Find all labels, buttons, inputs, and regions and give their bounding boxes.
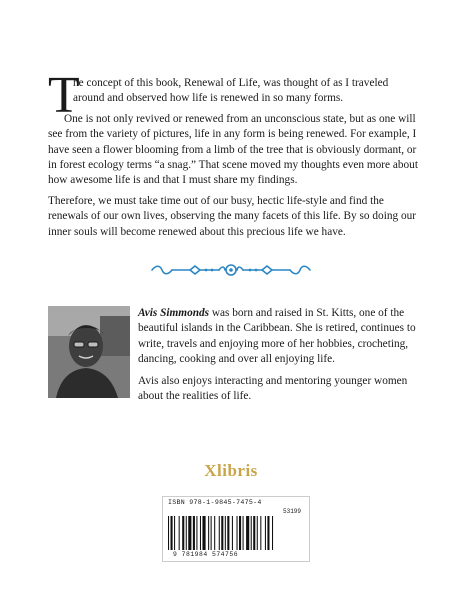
barcode-bar [219, 516, 220, 550]
author-bio [138, 306, 420, 410]
barcode-bar [174, 516, 175, 550]
barcode-bar [202, 516, 205, 550]
barcode-bar [225, 516, 226, 550]
barcode-bar [179, 516, 180, 550]
barcode-bar [171, 516, 173, 550]
barcode [162, 496, 310, 562]
author-bio-paragraph-1 [138, 306, 420, 368]
barcode-bar [208, 516, 209, 550]
barcode-bar [260, 516, 261, 550]
barcode-bar [272, 516, 273, 550]
barcode-bar [257, 516, 258, 550]
barcode-bar [227, 516, 229, 550]
intro-line-1: he concept of this book, Renewal of Life, was thought of as I traveled [73, 77, 389, 89]
barcode-bar [246, 516, 249, 550]
barcode-bar [182, 516, 184, 550]
barcode-bar [251, 516, 252, 550]
intro-text [48, 67, 420, 245]
price-code: 53199 [283, 508, 302, 515]
barcode-bar [243, 516, 244, 550]
barcode-bar [193, 516, 195, 550]
barcode-bar [186, 516, 187, 550]
barcode-bar [221, 516, 223, 550]
barcode-bars [167, 516, 305, 550]
publisher-logo: Xlibris [204, 461, 258, 480]
barcode-bar [239, 516, 241, 550]
barcode-bar [214, 516, 215, 550]
intro-paragraph-1 [48, 67, 420, 124]
drop-cap: T [48, 67, 80, 124]
author-bio-paragraph-2: Avis also enjoys interacting and mentoring younger women about the realities of life. [138, 374, 408, 403]
author-section [48, 306, 420, 403]
intro-paragraph-2: One is not only revived or renewed from an unconscious state, but as one will see from the variety of pictures, life in any form is being renewed. For example, I have seen a flower blooming from a limb of the tree that is obviously dormant, or in forest ecology terms “a snag.” That scene moved my thoughts even more about how awesome life is and that I must share my findings. [48, 112, 418, 187]
barcode-bar [211, 516, 212, 550]
author-bio-text: was born and raised in St. Kitts, one of the beautiful islands in the Caribbean. She is retired, continues to write, travels and enjoying more of her hobbies, crocheting, dancing, cooking and over all enjoying life. [138, 307, 416, 366]
ornament-divider [146, 262, 316, 278]
intro-paragraph-3: Therefore, we must take time out of our busy, hectic life-style and find the renewals of our own lives, observing the many facets of this life. By so doing our inner souls will become renewed about this precious life we have. [48, 194, 417, 238]
barcode-bar [267, 516, 269, 550]
author-name: Avis Simmonds [138, 307, 210, 319]
barcode-bar [232, 516, 233, 550]
barcode-bar [168, 516, 169, 550]
isbn-label: ISBN 978-1-9845-7475-4 [168, 499, 262, 506]
barcode-bar [196, 516, 197, 550]
author-photo [48, 306, 130, 398]
barcode-bar [188, 516, 191, 550]
barcode-bar [253, 516, 255, 550]
barcode-bar [265, 516, 266, 550]
intro-line-2: around and observed how life is renewed in so many forms. [73, 92, 344, 105]
barcode-bar [237, 516, 238, 550]
barcode-bar [200, 516, 201, 550]
barcode-number: 9 781984 574756 [173, 551, 239, 558]
